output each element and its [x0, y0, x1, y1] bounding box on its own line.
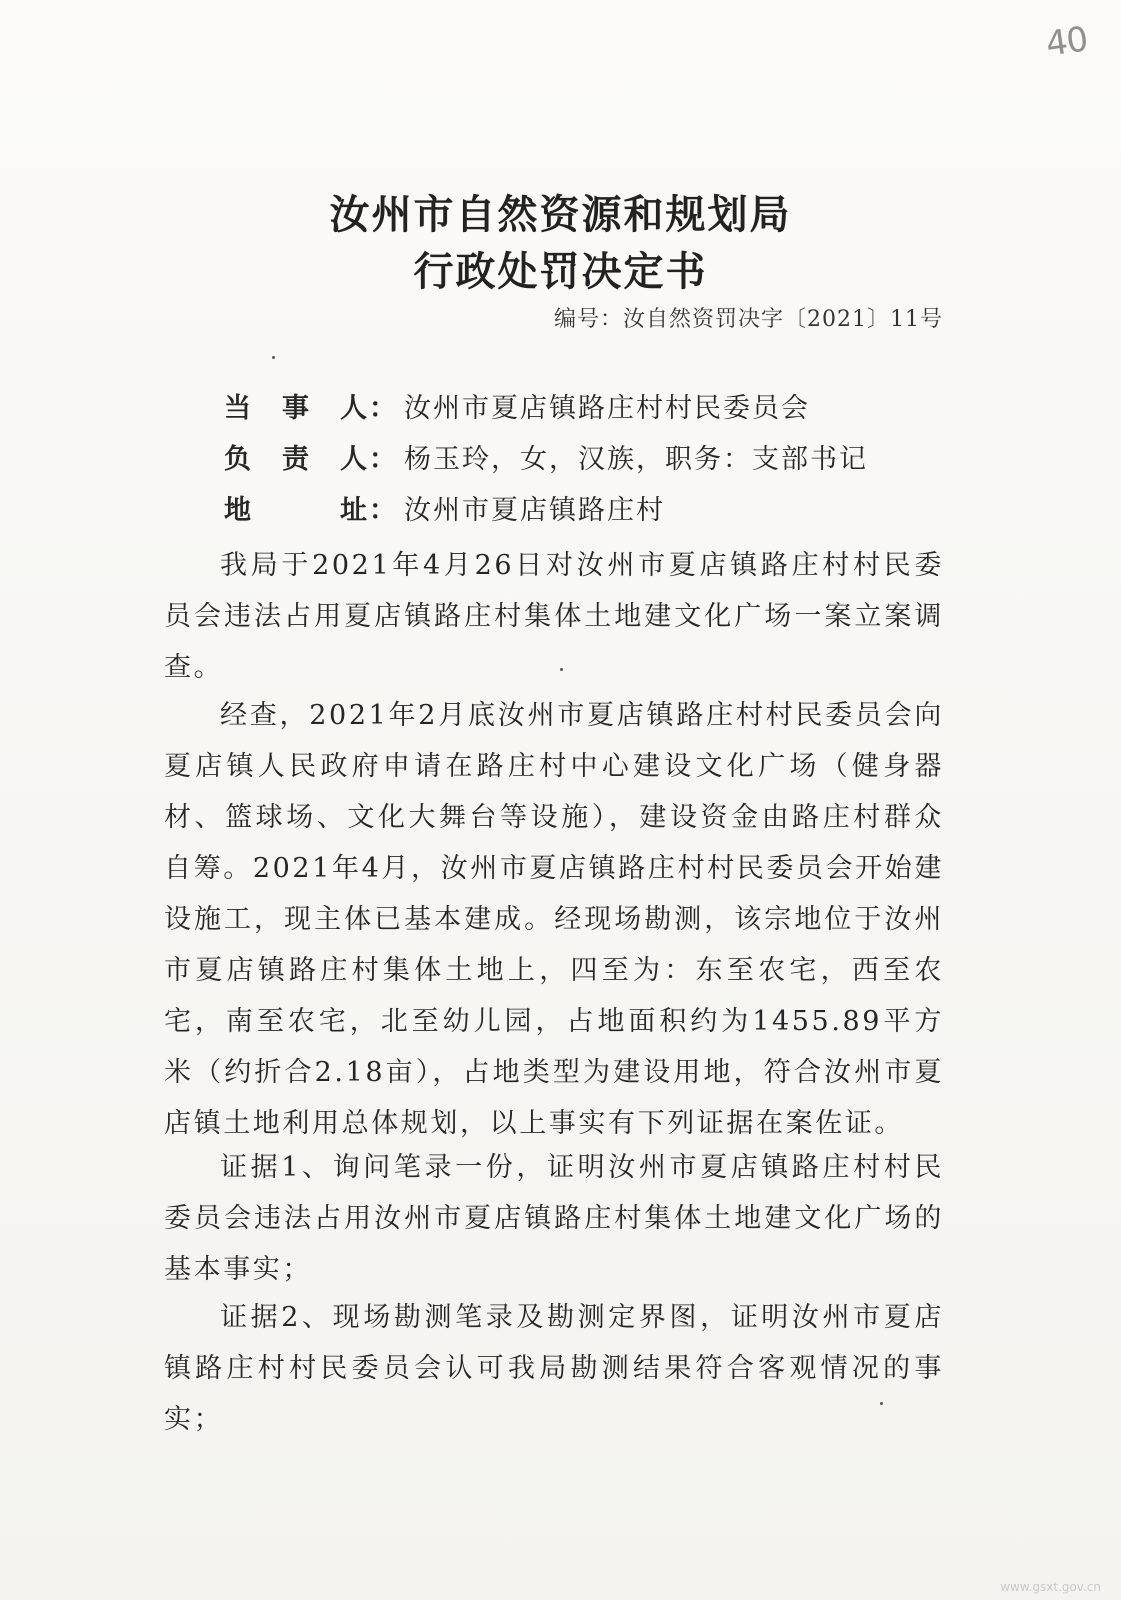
party-row-responsible	[224, 443, 868, 477]
responsible-value: 杨玉玲，女，汉族，职务：支部书记	[404, 444, 868, 475]
party-row-name	[224, 392, 810, 426]
paragraph-case-filing: 我局于2021年4月26日对汝州市夏店镇路庄村村民委员会违法占用夏店镇路庄村集体土地建文化广场一案立案调查。	[164, 550, 944, 683]
party-value: 汝州市夏店镇路庄村村民委员会	[404, 393, 810, 424]
document-number: 编号：汝自然资罚决字〔2021〕11号	[554, 307, 943, 332]
agency-title: 汝州市自然资源和规划局	[329, 192, 792, 238]
paragraph-evidence-2: 证据2、现场勘测笔录及勘测定界图，证明汝州市夏店镇路庄村村民委员会认可我局勘测结果符合客观情况的事实；	[164, 1302, 944, 1435]
paragraph-evidence-1: 证据1、询问笔录一份，证明汝州市夏店镇路庄村村民委员会违法占用汝州市夏店镇路庄村集体土地建文化广场的基本事实；	[164, 1152, 944, 1285]
party-label: 当 事 人：	[224, 393, 398, 424]
address-value: 汝州市夏店镇路庄村	[404, 495, 665, 526]
handwritten-page-number: 40	[1043, 19, 1090, 65]
document-title: 行政处罚决定书	[413, 249, 708, 295]
party-row-address	[224, 494, 665, 528]
scan-speck	[560, 668, 563, 671]
site-watermark: www.gsxt.gov.cn	[1000, 1580, 1101, 1594]
address-label: 地 址：	[224, 495, 398, 526]
paragraph-investigation-facts: 经查，2021年2月底汝州市夏店镇路庄村村民委员会向夏店镇人民政府申请在路庄村中心建设文化广场（健身器材、篮球场、文化大舞台等设施），建设资金由路庄村群众自筹。2021年4月，汝州市夏店镇路庄村村民委员会开始建设施工，现主体已基本建成。经现场勘测，该宗地位于汝州市夏店镇路庄村集体土地上，四至为：东至农宅，西至农宅，南至农宅，北至幼儿园，占地面积约为1455.89平方米（约折合2.18亩），占地类型为建设用地，符合汝州市夏店镇土地利用总体规划，以上事实有下列证据在案佐证。	[164, 700, 944, 1139]
responsible-label: 负 责 人：	[224, 444, 398, 475]
scan-speck	[880, 1402, 883, 1405]
scan-speck	[272, 356, 275, 359]
